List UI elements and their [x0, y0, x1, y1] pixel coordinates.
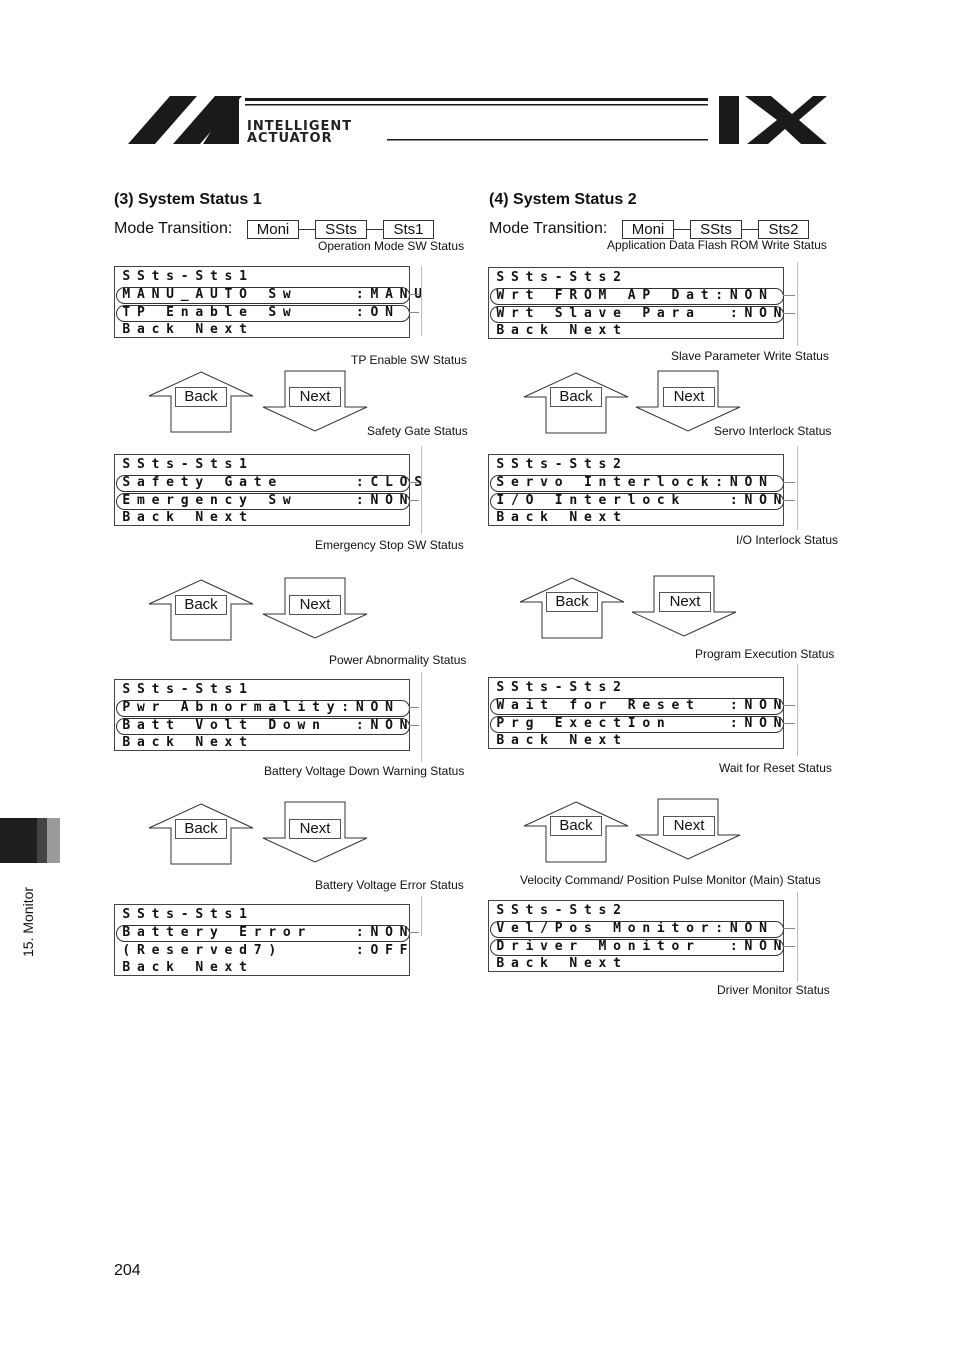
lcd-screen: [114, 679, 410, 751]
page-number: 204: [114, 1262, 141, 1279]
lcd-line: S S t s - S t s 2: [496, 457, 621, 472]
highlight-oval: [116, 475, 410, 492]
lcd-screen: [488, 900, 784, 972]
highlight-oval: [490, 716, 784, 733]
leader-tick: [421, 266, 422, 336]
lcd-line: B a c k N e x t: [122, 322, 247, 337]
lcd-line: I / O I n t e r l o c k : N O N: [496, 493, 782, 508]
lcd-line: B a c k N e x t: [496, 733, 621, 748]
caption-driver-monitor: Driver Monitor Status: [717, 983, 830, 997]
lcd-line: T P E n a b l e S w : O N: [122, 305, 393, 320]
next-button[interactable]: Next: [289, 387, 341, 407]
lcd-line: E m e r g e n c y S w : N O N: [122, 493, 408, 508]
highlight-oval: [490, 921, 784, 938]
logo-text-actuator: ACTUATOR: [247, 131, 333, 146]
lcd-line: B a c k N e x t: [496, 510, 621, 525]
lcd-screen: [488, 267, 784, 339]
leader-line: [409, 294, 419, 295]
lcd-line: S S t s - S t s 1: [122, 457, 247, 472]
lcd-line: ( R e s e r v e d 7 ) : O F F: [122, 943, 408, 958]
caption-velocity-command: Velocity Command/ Position Pulse Monitor (Main) Status: [520, 873, 821, 887]
caption-battery-voltage-error: Battery Voltage Error Status: [315, 878, 464, 892]
lcd-line: B a c k N e x t: [122, 510, 247, 525]
lcd-line: B a t t e r y E r r o r : N O N: [122, 925, 408, 940]
caption-battery-voltage-down: Battery Voltage Down Warning Status: [264, 764, 465, 778]
chapter-tab: [0, 818, 60, 863]
lcd-line: W r t F R O M A P D a t : N O N: [496, 288, 767, 303]
lcd-line: P r g E x e c t I o n : N O N: [496, 716, 782, 731]
lcd-line: S S t s - S t s 1: [122, 269, 247, 284]
leader-line: [783, 500, 795, 501]
lcd-screen: [114, 454, 410, 526]
leader-line: [783, 946, 795, 947]
highlight-oval: [490, 698, 784, 715]
lcd-line: S S t s - S t s 2: [496, 270, 621, 285]
back-button[interactable]: Back: [175, 819, 227, 839]
leader-line: [783, 313, 795, 314]
mode-box-ssts: SSts: [690, 220, 742, 239]
mode-connector: [298, 229, 315, 230]
lcd-line: P w r A b n o r m a l i t y : N O N: [122, 700, 393, 715]
ia-logo: [125, 92, 830, 148]
highlight-oval: [116, 718, 410, 735]
back-button[interactable]: Back: [175, 595, 227, 615]
back-button[interactable]: Back: [546, 592, 598, 612]
section-title-left: [114, 191, 262, 209]
mode-connector: [366, 229, 383, 230]
lcd-line: W a i t f o r R e s e t : N O N: [496, 698, 782, 713]
leader-tick: [797, 262, 798, 346]
highlight-oval: [490, 493, 784, 510]
caption-wait-for-reset: Wait for Reset Status: [719, 761, 832, 775]
highlight-oval: [490, 475, 784, 492]
caption-safety-gate: Safety Gate Status: [367, 424, 468, 438]
lcd-screen: [488, 677, 784, 749]
next-button[interactable]: Next: [659, 592, 711, 612]
lcd-line: V e l / P o s M o n i t o r : N O N: [496, 921, 767, 936]
leader-line: [409, 932, 419, 933]
lcd-line: S S t s - S t s 1: [122, 682, 247, 697]
lcd-line: B a c k N e x t: [122, 960, 247, 975]
lcd-line: S S t s - S t s 1: [122, 907, 247, 922]
section-title-text: System Status 2: [513, 191, 637, 208]
lcd-screen: [114, 904, 410, 976]
section-number: (3): [114, 191, 134, 208]
caption-flash-rom-write: Application Data Flash ROM Write Status: [607, 238, 827, 252]
back-button[interactable]: Back: [175, 387, 227, 407]
highlight-oval: [116, 493, 410, 510]
lcd-line: W r t S l a v e P a r a : N O N: [496, 306, 782, 321]
mode-transition-label: Mode Transition:: [114, 220, 233, 237]
leader-line: [409, 482, 419, 483]
lcd-line: B a c k N e x t: [122, 735, 247, 750]
mode-box-moni: Moni: [247, 220, 299, 239]
highlight-oval: [116, 925, 410, 942]
lcd-screen: [488, 454, 784, 526]
leader-tick: [421, 896, 422, 936]
leader-tick: [797, 892, 798, 982]
leader-line: [409, 312, 419, 313]
caption-program-execution: Program Execution Status: [695, 647, 835, 661]
highlight-oval: [116, 287, 410, 304]
caption-io-interlock: I/O Interlock Status: [736, 533, 839, 547]
lcd-line: B a c k N e x t: [496, 323, 621, 338]
lcd-screen: [114, 266, 410, 338]
lcd-line: M A N U _ A U T O S w : M A N: [122, 287, 408, 302]
back-button[interactable]: Back: [550, 816, 602, 836]
highlight-oval: [490, 939, 784, 956]
next-button[interactable]: Next: [663, 816, 715, 836]
leader-line: [783, 723, 795, 724]
highlight-oval: [116, 700, 410, 717]
leader-line: [783, 295, 795, 296]
leader-line: [409, 725, 419, 726]
next-button[interactable]: Next: [289, 595, 341, 615]
highlight-oval: [116, 305, 410, 322]
lcd-line: B a t t V o l t D o w n : N O N: [122, 718, 408, 733]
leader-line: [783, 482, 795, 483]
caption-slave-param-write: Slave Parameter Write Status: [671, 349, 829, 363]
caption-servo-interlock: Servo Interlock Status: [714, 424, 832, 438]
leader-tick: [797, 446, 798, 530]
caption-emergency-stop: Emergency Stop SW Status: [315, 538, 464, 552]
caption-tp-enable: TP Enable SW Status: [351, 353, 467, 367]
mode-box-sts1: Sts1: [383, 220, 434, 239]
leader-line: [783, 705, 795, 706]
leader-line: [783, 928, 795, 929]
lcd-line: B a c k N e x t: [496, 956, 621, 971]
back-button[interactable]: Back: [550, 387, 602, 407]
next-button[interactable]: Next: [289, 819, 341, 839]
section-title-text: System Status 1: [138, 191, 262, 208]
mode-box-ssts: SSts: [315, 220, 367, 239]
section-title-right: [489, 191, 637, 209]
mode-box-sts2: Sts2: [758, 220, 809, 239]
leader-line: [409, 500, 419, 501]
next-button[interactable]: Next: [663, 387, 715, 407]
logo-text-intelligent: INTELLIGENT: [247, 119, 353, 134]
lcd-line: S e r v o I n t e r l o c k : N O N: [496, 475, 767, 490]
lcd-line: D r i v e r M o n i t o r : N O N: [496, 939, 782, 954]
leader-tick: [797, 664, 798, 756]
leader-tick: [421, 446, 422, 534]
mode-transition-label: Mode Transition:: [489, 220, 608, 237]
mode-connector: [741, 229, 758, 230]
lcd-line: S a f e t y G a t e : C L O: [122, 475, 408, 490]
lcd-line: S S t s - S t s 2: [496, 680, 621, 695]
leader-tick: [421, 672, 422, 762]
chapter-label: 15. Monitor: [20, 886, 36, 957]
section-number: (4): [489, 191, 509, 208]
leader-line: [409, 707, 419, 708]
ia-logo-mark-icon: [125, 92, 830, 148]
lcd-line: S S t s - S t s 2: [496, 903, 621, 918]
caption-power-abnormality: Power Abnormality Status: [329, 653, 467, 667]
caption-operation-mode: Operation Mode SW Status: [318, 239, 465, 253]
mode-box-moni: Moni: [622, 220, 674, 239]
mode-connector: [673, 229, 690, 230]
highlight-oval: [490, 288, 784, 305]
highlight-oval: [490, 306, 784, 323]
